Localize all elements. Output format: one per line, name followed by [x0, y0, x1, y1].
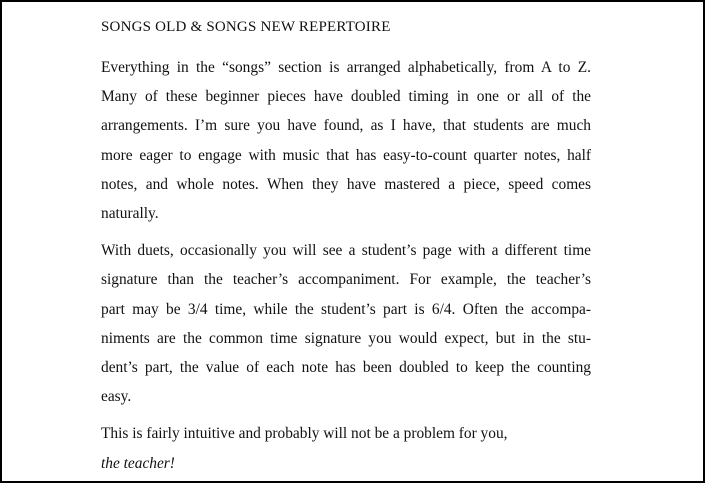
text-line: easy. [101, 388, 132, 406]
closing-italic-line: the teacher! [101, 454, 175, 472]
text-line: part may be 3/4 time, while the student’s part is 6/4. Often the accompa- [101, 300, 591, 318]
text-line: naturally. [101, 205, 159, 223]
text-line: signature than the teacher’s accompaniment. For example, the teacher’s [101, 271, 591, 289]
text-line: more eager to engage with music that has easy-to-count quarter notes, half [101, 146, 591, 164]
text-line: arrangements. I’m sure you have found, as I have, that students are much [101, 117, 591, 135]
section-heading: SONGS OLD & SONGS NEW REPERTOIRE [101, 19, 391, 35]
paragraph-closing [101, 419, 591, 477]
text-line: niments are the common time signature you would expect, but in the stu- [101, 329, 591, 347]
text-line: Many of these beginner pieces have doubled timing in one or all of the [101, 88, 591, 106]
text-line: With duets, occasionally you will see a student’s page with a different time [101, 242, 591, 260]
text-line: This is fairly intuitive and probably will not be a problem for you, [101, 425, 508, 443]
paragraph-songs-arrangement [101, 53, 591, 228]
text-line: dent’s part, the value of each note has been doubled to keep the counting [101, 359, 591, 377]
document-body [101, 14, 591, 486]
text-line: notes, and whole notes. When they have mastered a piece, speed comes [101, 175, 591, 193]
paragraph-duets [101, 236, 591, 411]
text-line: Everything in the “songs” section is arranged alphabetically, from A to Z. [101, 59, 591, 76]
